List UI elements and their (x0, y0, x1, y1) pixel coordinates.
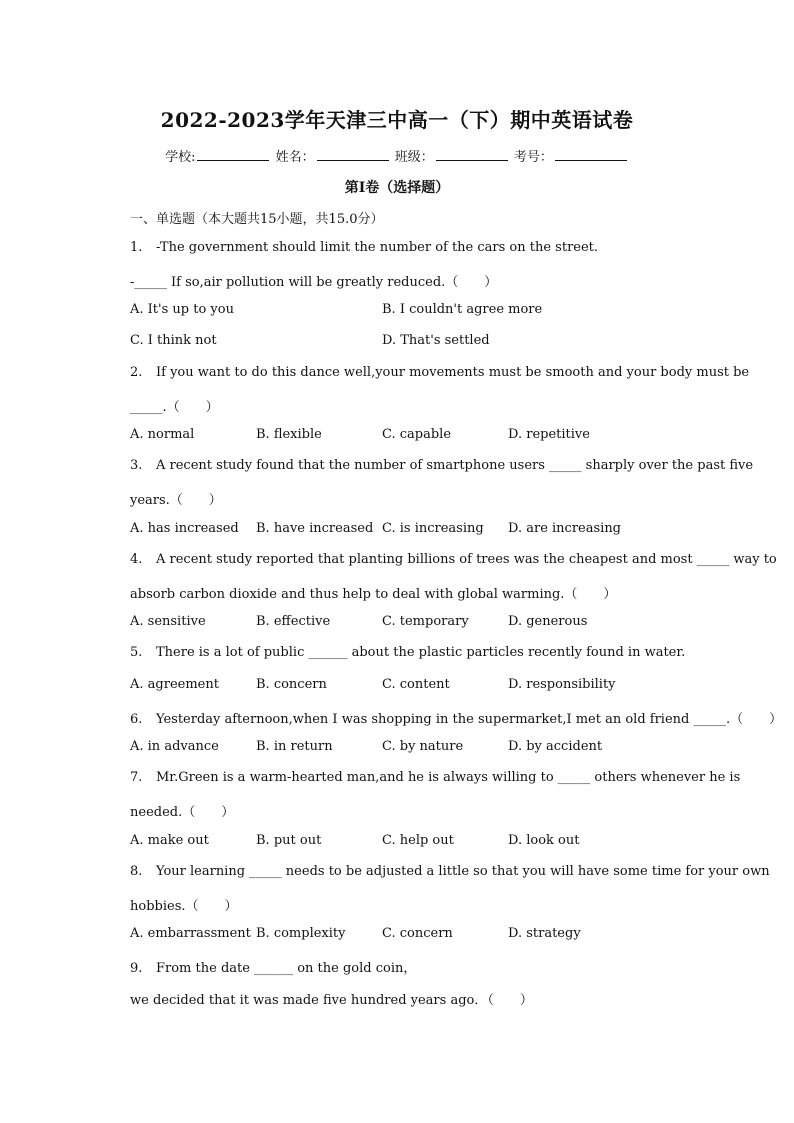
question-text: Mr.Green is a warm-hearted man,and he is always willing to _____ others whenever he is (156, 770, 741, 785)
question-number: 5. (130, 645, 143, 660)
exam-number-label: 考号： (513, 150, 553, 165)
name-blank (317, 148, 389, 161)
question-number: 2. (130, 365, 143, 380)
question-text: Yesterday afternoon,when I was shopping in the supermarket,I met an old friend _____.（ ） (156, 712, 783, 727)
question-8-option-a[interactable]: A. embarrassment (130, 926, 251, 941)
question-2-stem-line-2: _____.（ ） (130, 400, 219, 415)
question-text: From the date ______ on the gold coin， (156, 961, 417, 976)
question-4-stem (130, 552, 777, 567)
question-1-option-a[interactable]: A. It's up to you (130, 302, 234, 317)
question-5-option-c[interactable]: C. content (382, 677, 450, 692)
question-9-stem (130, 957, 416, 976)
question-2-option-d[interactable]: D. repetitive (508, 427, 590, 442)
question-1-stem (130, 240, 598, 255)
question-3-option-a[interactable]: A. has increased (130, 521, 239, 536)
question-8-stem-line-2: hobbies.（ ） (130, 899, 238, 914)
question-2-stem (130, 365, 749, 380)
question-number: 7. (130, 770, 143, 785)
question-3-option-c[interactable]: C. is increasing (382, 521, 484, 536)
part-heading: 第I卷（选择题） (344, 180, 450, 196)
question-3-stem-line-2: years.（ ） (130, 493, 222, 508)
question-6-stem (130, 708, 782, 727)
question-7-option-c[interactable]: C. help out (382, 833, 454, 848)
question-6-option-d[interactable]: D. by accident (508, 739, 603, 754)
question-4-option-b[interactable]: B. effective (256, 614, 331, 629)
question-5-option-a[interactable]: A. agreement (130, 677, 219, 692)
question-1-stem-line-2: -_____ If so,air pollution will be greatly reduced.（ ） (130, 275, 498, 290)
question-5-option-d[interactable]: D. responsibility (508, 677, 616, 692)
question-6-option-a[interactable]: A. in advance (130, 739, 219, 754)
question-7-stem-line-2: needed.（ ） (130, 805, 235, 820)
question-6-option-c[interactable]: C. by nature (382, 739, 464, 754)
question-4-option-c[interactable]: C. temporary (382, 614, 469, 629)
question-7-option-b[interactable]: B. put out (256, 833, 322, 848)
question-1-option-c[interactable]: C. I think not (130, 333, 217, 348)
class-label: 班级： (394, 150, 434, 165)
school-blank (197, 148, 269, 161)
question-8-option-c[interactable]: C. concern (382, 926, 453, 941)
student-info-line (0, 146, 794, 165)
question-number: 3. (130, 458, 143, 473)
question-8-option-b[interactable]: B. complexity (256, 926, 346, 941)
question-4-stem-line-2: absorb carbon dioxide and thus help to deal with global warming.（ ） (130, 587, 617, 602)
question-text: There is a lot of public ______ about the plastic particles recently found in water. (156, 645, 686, 660)
question-text: -The government should limit the number of the cars on the street. (156, 240, 599, 255)
question-number: 6. (130, 712, 143, 727)
question-text: A recent study reported that planting billions of trees was the cheapest and most _____ way to (156, 552, 777, 567)
question-7-stem (130, 770, 740, 785)
question-number: 8. (130, 864, 143, 879)
question-4-option-d[interactable]: D. generous (508, 614, 588, 629)
question-8-stem (130, 864, 770, 879)
question-text: If you want to do this dance well,your movements must be smooth and your body must be (156, 365, 750, 380)
school-label: 学校: (165, 150, 196, 165)
exam-number-blank (555, 148, 627, 161)
question-number: 4. (130, 552, 143, 567)
class-blank (436, 148, 508, 161)
question-text: Your learning _____ needs to be adjusted a little so that you will have some time for your own (156, 864, 770, 879)
question-1-option-d[interactable]: D. That's settled (382, 333, 490, 348)
question-3-stem (130, 458, 753, 473)
question-3-option-d[interactable]: D. are increasing (508, 521, 622, 536)
name-label: 姓名： (275, 150, 315, 165)
question-8-option-d[interactable]: D. strategy (508, 926, 581, 941)
question-1-option-b[interactable]: B. I couldn't agree more (382, 302, 543, 317)
question-5-option-b[interactable]: B. concern (256, 677, 327, 692)
question-4-option-a[interactable]: A. sensitive (130, 614, 206, 629)
question-7-option-d[interactable]: D. look out (508, 833, 580, 848)
question-3-option-b[interactable]: B. have increased (256, 521, 374, 536)
question-text: A recent study found that the number of smartphone users _____ sharply over the past five (156, 458, 754, 473)
question-2-option-c[interactable]: C. capable (382, 427, 452, 442)
question-9-stem-line-2: we decided that it was made five hundred years ago．（ ） (130, 993, 533, 1008)
question-2-option-b[interactable]: B. flexible (256, 427, 322, 442)
question-6-option-b[interactable]: B. in return (256, 739, 333, 754)
question-number: 9. (130, 961, 143, 976)
question-2-option-a[interactable]: A. normal (130, 427, 195, 442)
section-heading: 一、单选题（本大题共15小题，共15.0分） (130, 212, 384, 227)
exam-title: 2022-2023学年天津三中高一（下）期中英语试卷 (160, 108, 634, 132)
question-number: 1. (130, 240, 143, 255)
question-5-stem (130, 645, 685, 660)
question-7-option-a[interactable]: A. make out (130, 833, 209, 848)
